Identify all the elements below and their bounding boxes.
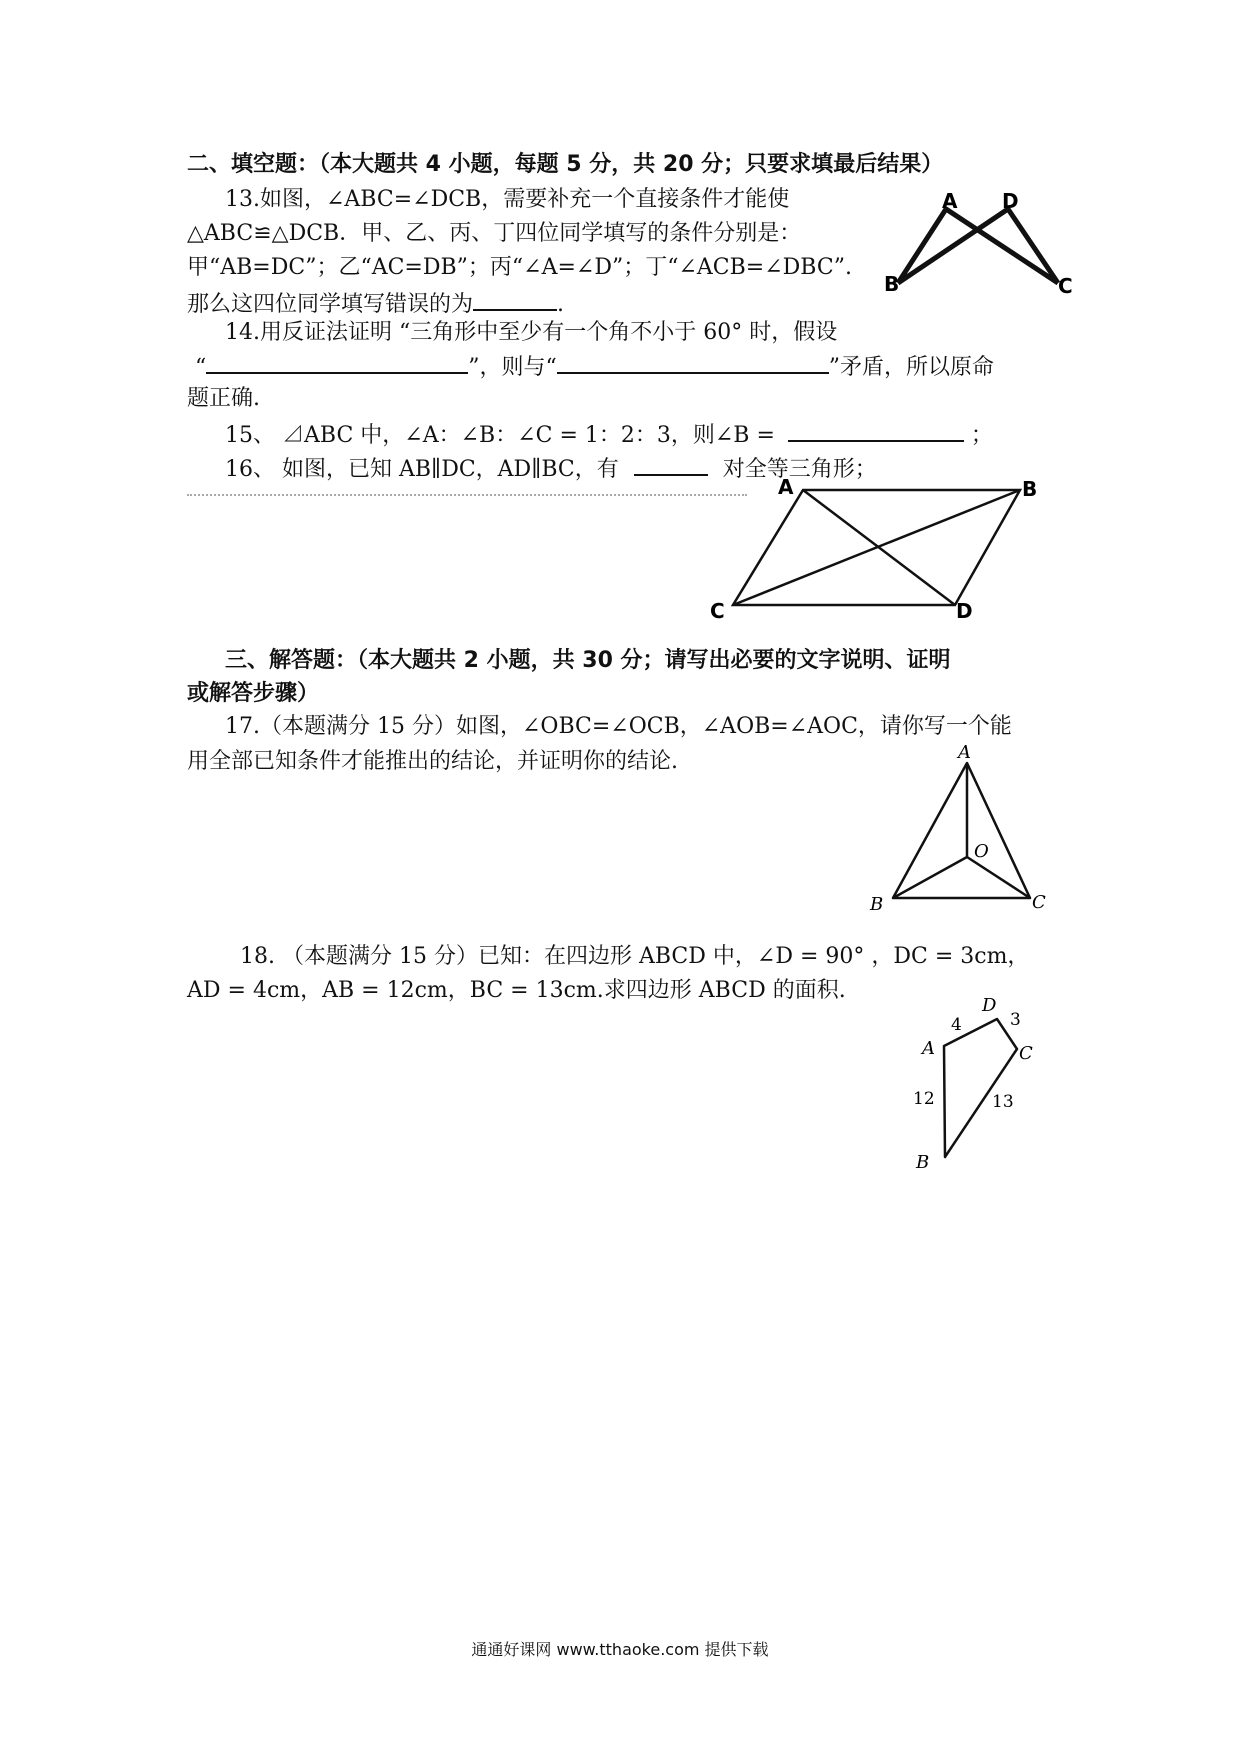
q18-length-ad: 4 — [951, 1015, 962, 1035]
q18-label-b: B — [916, 1152, 930, 1173]
q16-text: 16、 如图，已知 AB∥DC，AD∥BC，有 — [225, 457, 619, 482]
q14-contradiction-blank[interactable] — [557, 350, 829, 374]
q16-label-d: D — [956, 599, 973, 623]
q17-segments-bo-co — [893, 857, 1030, 898]
q13-line1: 13.如图，∠ABC=∠DCB，需要补充一个直接条件才能使 — [225, 187, 790, 212]
q13-label-a: A — [942, 189, 958, 213]
q16-label-b: B — [1022, 477, 1038, 501]
section2-heading: 二、填空题：（本大题共 4 小题，每题 5 分，共 20 分；只要求填最后结果） — [187, 152, 944, 177]
q13-label-d: D — [1002, 189, 1019, 213]
q14-assumption-blank[interactable] — [206, 350, 468, 374]
q17-triangle-figure — [860, 742, 1060, 915]
q13-line4-end: . — [557, 292, 565, 317]
q18-length-bc: 13 — [992, 1092, 1014, 1112]
q14-middle-text: ”，则与“ — [468, 355, 557, 380]
q14-line3: 题正确. — [187, 386, 260, 411]
q13-line4-text: 那么这四位同学填写错误的为 — [187, 292, 474, 317]
q14-end-text: ”矛盾，所以原命 — [828, 355, 994, 380]
section3-heading-line2: 或解答步骤） — [187, 681, 320, 706]
q15-answer-blank[interactable] — [788, 418, 964, 442]
q18-label-c: C — [1019, 1043, 1033, 1064]
q18-quadrilateral-figure — [900, 995, 1060, 1175]
q13-label-b: B — [884, 272, 900, 296]
q18-length-ab: 12 — [913, 1089, 935, 1109]
page-footer: 通通好课网 www.tthaoke.com 提供下载 — [471, 1640, 769, 1659]
q16-label-c: C — [710, 599, 725, 623]
q17-line1: 17.（本题满分 15 分）如图，∠OBC=∠OCB，∠AOB=∠AOC，请你写一个能 — [225, 714, 1012, 739]
q18-label-d: D — [982, 995, 997, 1016]
q17-label-a: A — [958, 742, 971, 763]
q13-line2: △ABC≌△DCB．甲、乙、丙、丁四位同学填写的条件分别是： — [187, 221, 802, 246]
q13-answer-blank[interactable] — [473, 287, 557, 311]
section3-heading-line1: 三、解答题：（本大题共 2 小题，共 30 分；请写出必要的文字说明、证明 — [225, 648, 951, 673]
q16-parallelogram-figure — [700, 475, 1060, 623]
q15-line — [225, 418, 993, 451]
q13-triangle-figure — [884, 189, 1073, 298]
q17-triangle-abc-outline — [893, 763, 1030, 898]
q18-label-a: A — [922, 1038, 935, 1059]
q15-text: 15、 ⊿ABC 中，∠A：∠B：∠C = 1：2：3，则∠B = — [225, 423, 775, 448]
q17-line2: 用全部已知条件才能推出的结论，并证明你的结论. — [187, 749, 678, 774]
q15-end: ； — [970, 423, 993, 448]
q16-end: 对全等三角形； — [722, 457, 877, 482]
q18-line1: 18. （本题满分 15 分）已知：在四边形 ABCD 中，∠D = 90° ，DC = 3cm， — [240, 944, 1030, 969]
q17-label-o: O — [974, 841, 989, 862]
q14-line1: 14.用反证法证明 “三角形中至少有一个角不小于 60° 时，假设 — [225, 320, 838, 345]
q13-line3: 甲“AB=DC”；乙“AC=DB”；丙“∠A=∠D”；丁“∠ACB=∠DBC”. — [187, 255, 852, 280]
dotted-separator — [187, 494, 747, 496]
q16-answer-blank[interactable] — [634, 452, 708, 476]
q13-line4 — [187, 287, 564, 320]
q18-quadrilateral-outline — [944, 1019, 1017, 1157]
q14-line2 — [195, 350, 994, 383]
q18-line2: AD = 4cm，AB = 12cm，BC = 13cm.求四边形 ABCD 的面积. — [187, 978, 846, 1003]
q14-open-quote: “ — [195, 355, 207, 380]
q13-label-c: C — [1058, 274, 1073, 298]
q17-label-b: B — [870, 894, 884, 915]
q16-diagonal-bc — [733, 490, 1020, 605]
q18-length-dc: 3 — [1010, 1010, 1021, 1030]
q17-label-c: C — [1032, 892, 1046, 913]
q16-label-a: A — [778, 475, 794, 499]
